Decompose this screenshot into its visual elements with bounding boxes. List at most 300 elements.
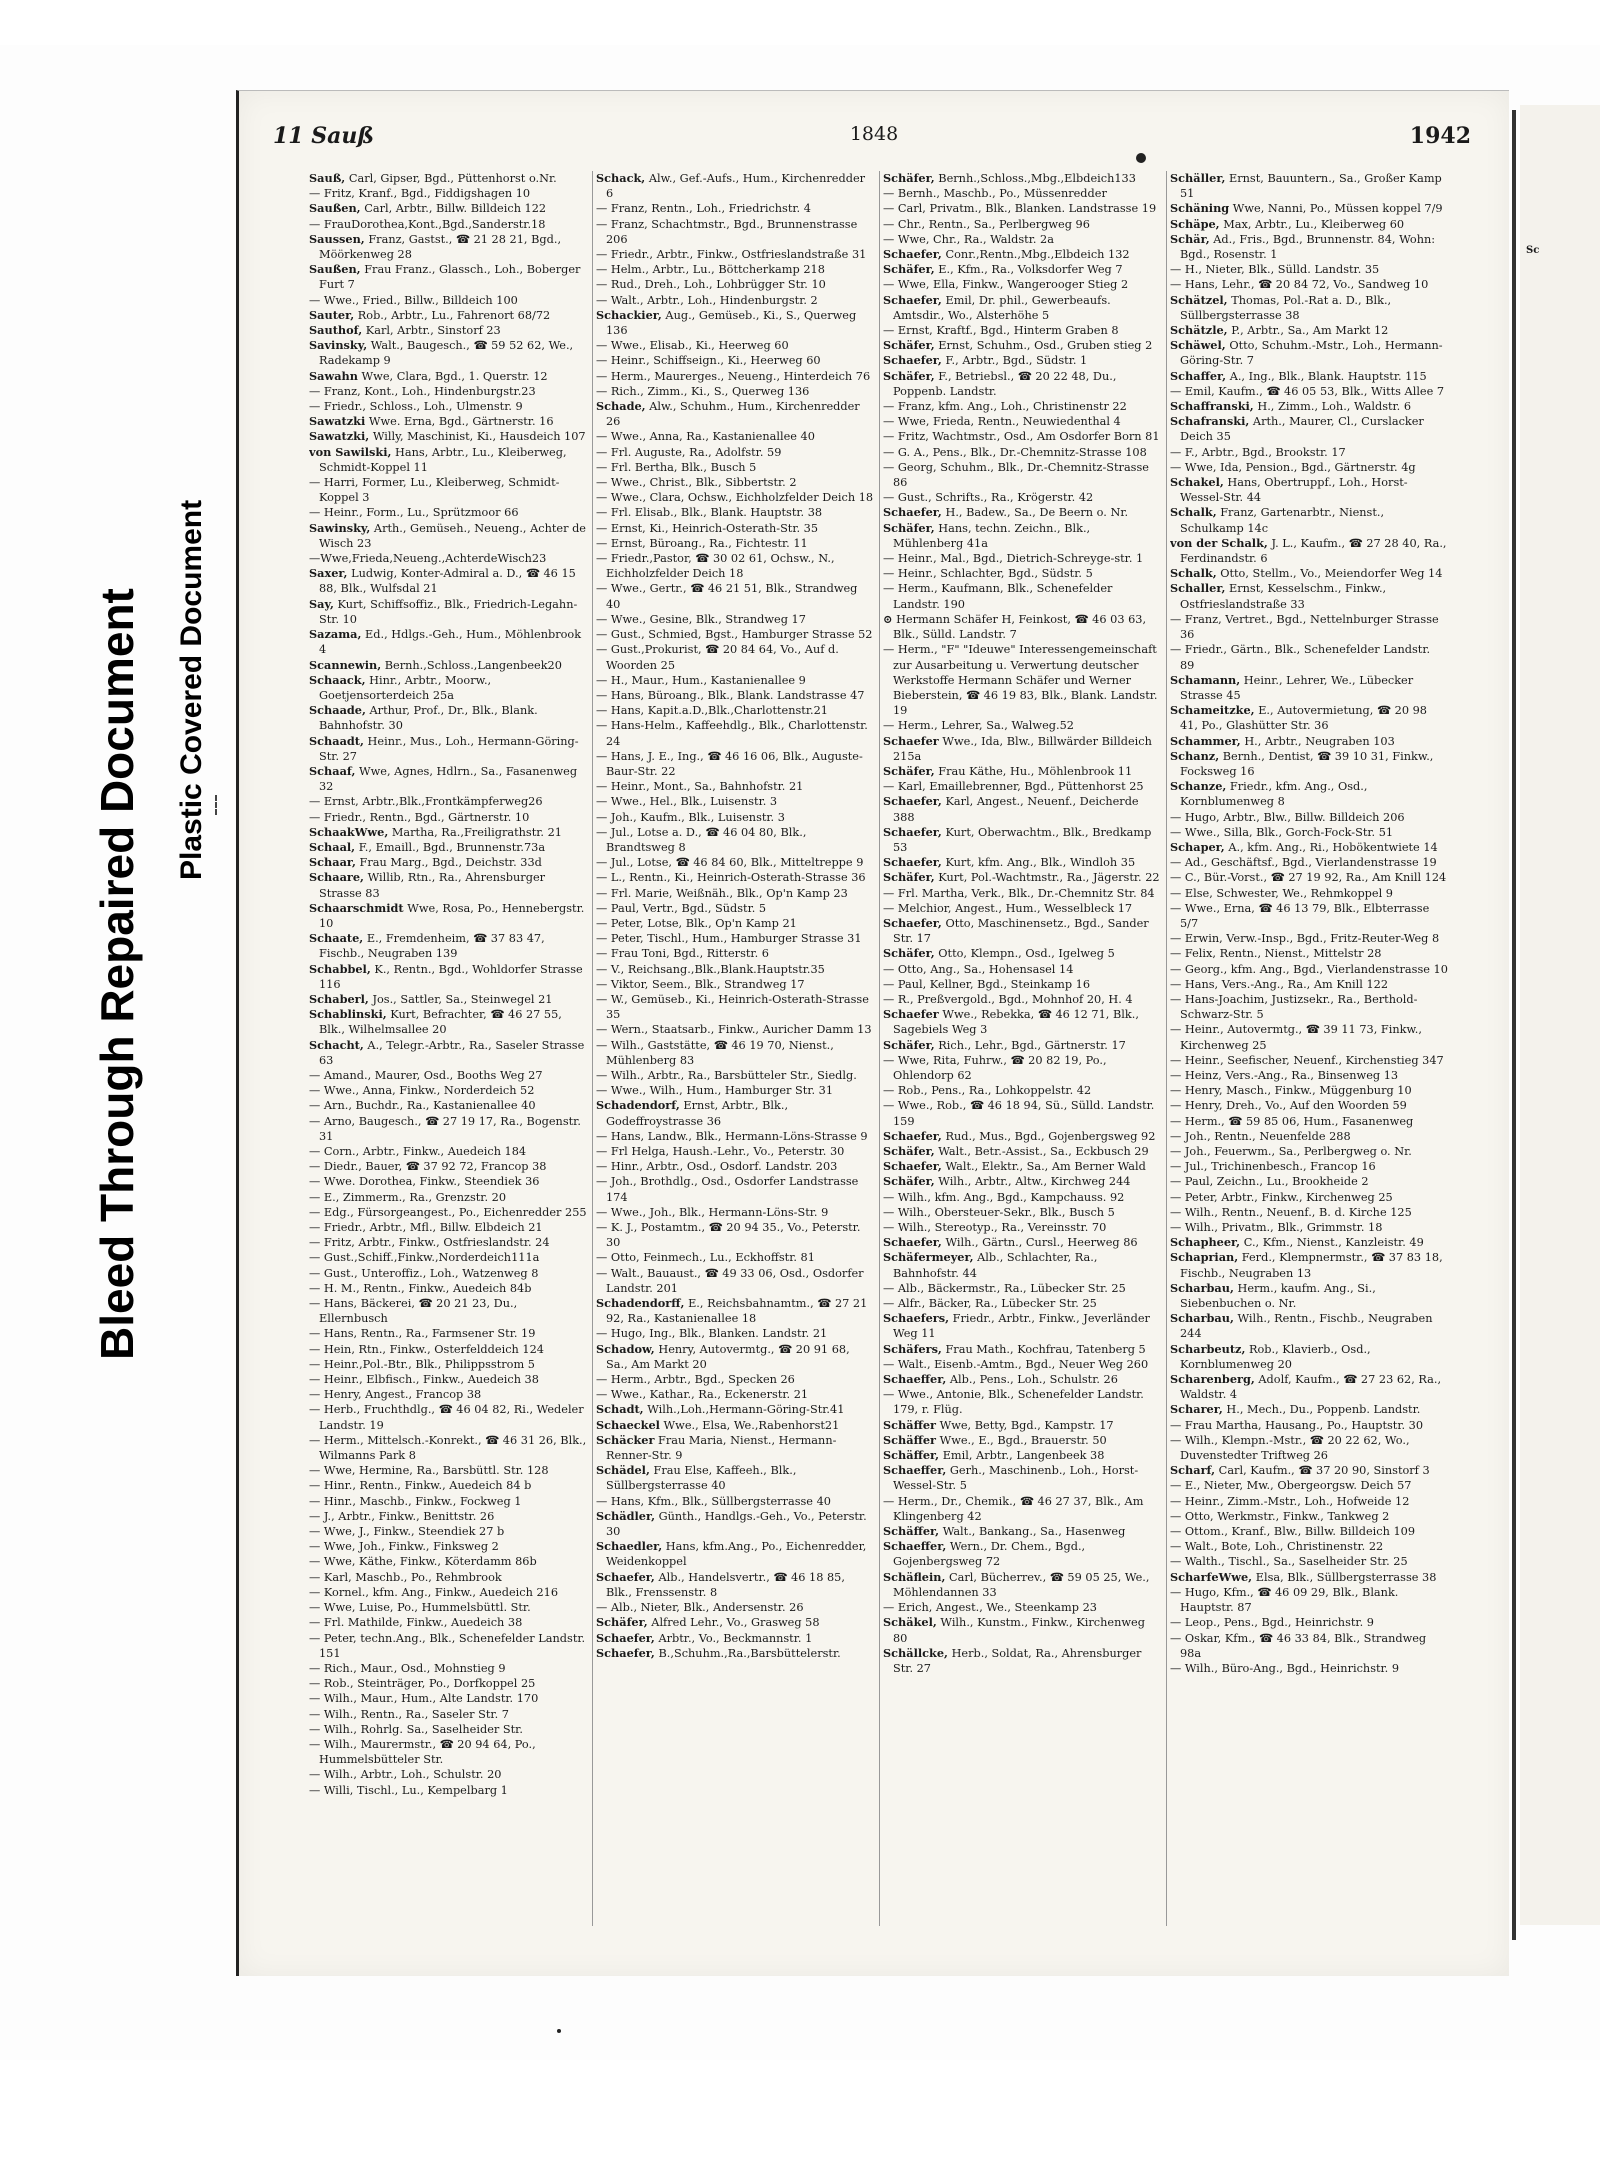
- entry-surname: Schaper,: [1170, 839, 1225, 854]
- entry-details: — Wilh., Gaststätte, ☎ 46 19 70, Nienst., Mühlenberg 83: [596, 1038, 834, 1067]
- entry-surname: Sawahn: [309, 368, 358, 383]
- entry-details: H., Zimm., Loh., Waldstr. 6: [1257, 400, 1412, 414]
- directory-entry: [1170, 642, 1448, 672]
- directory-entry: [596, 505, 874, 520]
- directory-entry: [883, 232, 1161, 247]
- directory-entry: [309, 1524, 587, 1539]
- entry-details: — Felix, Rentn., Nienst., Mittelstr 28: [1170, 947, 1382, 961]
- entry-surname: Schade,: [596, 399, 646, 414]
- entry-details: Hans, Arbtr., Lu., Kleiberweg, Schmidt-Koppel 11: [319, 445, 567, 474]
- directory-entry: [309, 1570, 587, 1585]
- entry-details: — Heinr., Schlachter, Bgd., Südstr. 5: [883, 567, 1093, 581]
- entry-surname: von der Schalk,: [1170, 535, 1268, 550]
- directory-entry: [596, 521, 874, 536]
- entry-details: — Wwe., Gesine, Blk., Strandweg 17: [596, 612, 806, 626]
- entry-details: — Arn., Buchdr., Ra., Kastanienallee 40: [309, 1099, 536, 1113]
- entry-details: — Jul., Lotse a. D., ☎ 46 04 80, Blk., Brandtsweg 8: [596, 825, 807, 854]
- directory-entry: [309, 1600, 587, 1615]
- entry-surname: Schäfer,: [883, 1037, 935, 1052]
- entry-surname: Schadt,: [596, 1402, 644, 1417]
- entry-surname: Schäfer,: [883, 520, 935, 535]
- directory-entry: [1170, 1570, 1448, 1585]
- entry-details: — Wwe, Luise, Po., Hummelsbüttl. Str.: [309, 1601, 531, 1615]
- entry-details: — Hans, Bäckerei, ☎ 20 21 23, Du., Ellernbusch: [309, 1297, 518, 1326]
- entry-surname: Schalk,: [1170, 566, 1217, 581]
- entry-details: Friedr., kfm. Ang., Osd., Kornblumenweg 8: [1180, 780, 1368, 809]
- directory-entry: [596, 1342, 874, 1372]
- entry-details: Otto, Klempn., Osd., Igelweg 5: [938, 947, 1115, 961]
- entry-details: Otto, Stellm., Vo., Meiendorfer Weg 14: [1220, 567, 1443, 581]
- entry-surname: von Sawilski,: [309, 444, 392, 459]
- directory-entry: [1170, 1433, 1448, 1463]
- directory-entry: [596, 1022, 874, 1037]
- entry-details: Emil, Arbtr., Langenbeek 38: [942, 1449, 1105, 1463]
- entry-surname: Schädel,: [596, 1463, 650, 1478]
- entry-surname: Scannewin,: [309, 657, 382, 672]
- directory-entry: [1170, 505, 1448, 535]
- entry-details: Arth., Maurer, Cl., Curslacker Deich 35: [1180, 415, 1424, 444]
- directory-entry: [309, 734, 587, 764]
- directory-entry: [596, 673, 874, 688]
- entry-surname: Schaefer,: [883, 1235, 942, 1250]
- directory-entry: [309, 825, 587, 840]
- directory-entry: [883, 1615, 1161, 1645]
- entry-details: F., Arbtr., Bgd., Südstr. 1: [945, 354, 1088, 368]
- directory-entry: [1170, 399, 1448, 414]
- directory-entry: [1170, 1250, 1448, 1280]
- entry-surname: Schäffer: [883, 1417, 936, 1432]
- entry-details: — Arno, Baugesch., ☎ 27 19 17, Ra., Bogenstr. 31: [309, 1114, 581, 1143]
- entry-details: Ludwig, Konter-Admiral a. D., ☎ 46 15 88, Blk., Wulfsdal 21: [319, 567, 576, 596]
- entry-details: Emil, Dr. phil., Gewerbeaufs. Amtsdir., Wo., Alsterhöhe 5: [893, 293, 1111, 322]
- directory-entry: [883, 353, 1161, 368]
- directory-entry: [1170, 810, 1448, 825]
- directory-entry: [1170, 612, 1448, 642]
- directory-entry: [883, 247, 1161, 262]
- directory-entry: [309, 1433, 587, 1463]
- entry-details: — E., Zimmerm., Ra., Grenzstr. 20: [309, 1190, 507, 1204]
- directory-column-3: [883, 171, 1161, 1926]
- directory-entry: [309, 840, 587, 855]
- directory-entry: [596, 962, 874, 977]
- directory-entry: [883, 1433, 1161, 1448]
- entry-surname: Schaefer,: [883, 505, 942, 520]
- directory-entry: [1170, 369, 1448, 384]
- entry-details: — Wilh., Stereotyp., Ra., Vereinsstr. 70: [883, 1221, 1107, 1235]
- entry-details: Ernst, Kesselschm., Finkw., Ostfrieslandstraße 33: [1180, 582, 1387, 611]
- entry-details: — Hans, Lehr., ☎ 20 84 72, Vo., Sandweg 10: [1170, 278, 1429, 292]
- directory-entry: [596, 171, 874, 201]
- directory-entry: [1170, 1129, 1448, 1144]
- directory-entry: [596, 1159, 874, 1174]
- directory-entry: [309, 1068, 587, 1083]
- directory-entry: [309, 232, 587, 262]
- page-gutter: [1512, 110, 1516, 1940]
- entry-details: — R., Preßvergold., Bgd., Mohnhof 20, H. 4: [883, 992, 1133, 1006]
- directory-entry: [883, 490, 1161, 505]
- entry-details: — Gust.,Schiff.,Finkw.,Norderdeich111a: [309, 1251, 540, 1265]
- entry-details: Willy, Maschinist, Ki., Hausdeich 107: [372, 430, 586, 444]
- entry-details: C., Kfm., Nienst., Kanzleistr. 49: [1243, 1236, 1424, 1250]
- entry-surname: Scharer,: [1170, 1402, 1223, 1417]
- entry-details: — Frl Helga, Haush.-Lehr., Vo., Peterstr. 30: [596, 1145, 845, 1158]
- directory-entry: [883, 886, 1161, 901]
- entry-surname: Schaefer,: [883, 915, 942, 930]
- directory-entry: [596, 1646, 874, 1661]
- entry-details: E., Kfm., Ra., Volksdorfer Weg 7: [938, 263, 1123, 277]
- entry-details: — Erwin, Verw.-Insp., Bgd., Fritz-Reuter-Weg 8: [1170, 932, 1440, 946]
- directory-entry: [883, 399, 1161, 414]
- directory-entry: [1170, 1205, 1448, 1220]
- entry-details: — Paul, Zeichn., Lu., Brookheide 2: [1170, 1175, 1369, 1189]
- entry-details: Rob., Arbtr., Lu., Fahrenort 68/72: [357, 308, 551, 322]
- directory-entry: [309, 1281, 587, 1296]
- entry-details: Alfred Lehr., Vo., Grasweg 58: [651, 1616, 820, 1630]
- entry-details: E., Fremdenheim, ☎ 37 83 47, Fischb., Neugraben 139: [319, 932, 545, 961]
- entry-details: — Hinr., Rentn., Finkw., Auedeich 84 b: [309, 1479, 532, 1493]
- directory-entry: [1170, 1144, 1448, 1159]
- directory-entry: [883, 338, 1161, 353]
- entry-details: — Alb., Bäckermstr., Ra., Lübecker Str. 25: [883, 1281, 1126, 1295]
- entry-details: Wwe., E., Bgd., Brauerstr. 50: [939, 1433, 1107, 1447]
- entry-details: — Wwe., Silla, Blk., Gorch-Fock-Str. 51: [1170, 825, 1394, 839]
- entry-details: Bernh.,Schloss.,Langenbeek20: [384, 658, 562, 672]
- directory-entry: [1170, 323, 1448, 338]
- directory-entry: [1170, 1159, 1448, 1174]
- directory-entry: [596, 870, 874, 885]
- entry-details: — Wwe, Hermine, Ra., Barsbüttl. Str. 128: [309, 1464, 549, 1478]
- entry-surname: Scharbau,: [1170, 1311, 1234, 1326]
- directory-entry: [1170, 1022, 1448, 1052]
- directory-entry: [596, 1038, 874, 1068]
- directory-entry: [1170, 1418, 1448, 1433]
- entry-details: Frau Maria, Nienst., Hermann-Renner-Str. 9: [606, 1433, 837, 1463]
- entry-details: — Helm., Arbtr., Lu., Böttcherkamp 218: [596, 263, 825, 277]
- directory-entry: [309, 992, 587, 1007]
- directory-entry: [883, 992, 1161, 1007]
- directory-entry: [596, 445, 874, 460]
- directory-entry: [883, 1311, 1161, 1341]
- directory-entry: [596, 369, 874, 384]
- entry-surname: Schätzle,: [1170, 323, 1228, 338]
- entry-details: — Hugo, Ing., Blk., Blanken. Landstr. 21: [596, 1327, 828, 1341]
- entry-surname: Schaal,: [309, 839, 356, 854]
- entry-surname: Schäfers,: [883, 1341, 942, 1356]
- entry-details: — Frau Martha, Hausang., Po., Hauptstr. 30: [1170, 1418, 1424, 1432]
- directory-entry: [309, 901, 587, 931]
- entry-details: Rob., Klavierb., Osd., Kornblumenweg 20: [1180, 1342, 1371, 1371]
- entry-details: — Wilh., Rentn., Neuenf., B. d. Kirche 125: [1170, 1205, 1412, 1219]
- directory-entry: [1170, 1098, 1448, 1113]
- entry-surname: Schaar,: [309, 855, 356, 870]
- entry-surname: Schäfer,: [596, 1615, 648, 1630]
- entry-details: Kurt, kfm. Ang., Blk., Windloh 35: [945, 856, 1136, 870]
- entry-details: — Franz, Rentn., Loh., Friedrichstr. 4: [596, 202, 811, 216]
- entry-details: — Heinr., Form., Lu., Sprützmoor 66: [309, 506, 519, 520]
- directory-entry: [1170, 1372, 1448, 1402]
- entry-details: — Peter, Tischl., Hum., Hamburger Strasse 31: [596, 932, 862, 946]
- entry-details: — Otto, Feinmech., Lu., Eckhoffstr. 81: [596, 1251, 815, 1265]
- directory-entry: [596, 1296, 874, 1326]
- directory-entry: [883, 1570, 1161, 1600]
- entry-surname: Schaefer,: [883, 353, 942, 368]
- directory-entry: [596, 551, 874, 581]
- directory-entry: [1170, 1068, 1448, 1083]
- directory-entry: [1170, 703, 1448, 733]
- entry-details: Herb., Soldat, Ra., Ahrensburger Str. 27: [893, 1646, 1142, 1675]
- entry-surname: Schaefer: [883, 1007, 939, 1022]
- entry-details: — Wilh., Maur., Hum., Alte Landstr. 170: [309, 1692, 539, 1706]
- entry-surname: Schapheer,: [1170, 1235, 1241, 1250]
- entry-details: — Georg., kfm. Ang., Bgd., Vierlandenstrasse 10: [1170, 962, 1448, 976]
- directory-entry: [309, 566, 587, 596]
- entry-details: Ernst, Bauuntern., Sa., Großer Kamp 51: [1180, 172, 1442, 201]
- directory-entry: [309, 1722, 587, 1737]
- entry-details: — Gust., Schrifts., Ra., Krögerstr. 42: [883, 491, 1094, 505]
- directory-entry: [309, 1783, 587, 1798]
- directory-entry: [1170, 1463, 1448, 1478]
- directory-entry: [1170, 1661, 1448, 1676]
- entry-details: Wwe, Clara, Bgd., 1. Querstr. 12: [361, 369, 548, 383]
- directory-entry: [883, 521, 1161, 551]
- entry-details: Arthur, Prof., Dr., Blk., Blank. Bahnhofstr. 30: [319, 704, 538, 733]
- entry-surname: Schäfer,: [883, 946, 935, 961]
- entry-details: — Rob., Steinträger, Po., Dorfkoppel 25: [309, 1677, 536, 1691]
- directory-entry: [596, 855, 874, 870]
- entry-details: — C., Bür.-Vorst., ☎ 27 19 92, Ra., Am Knill 124: [1170, 871, 1447, 885]
- entry-details: Wwe, Betty, Bgd., Kampstr. 17: [939, 1418, 1114, 1432]
- entry-details: Alw., Schuhm., Hum., Kirchenredder 26: [606, 400, 860, 429]
- directory-page: [236, 90, 1509, 1976]
- directory-entry: [309, 323, 587, 338]
- entry-details: E., Autovermietung, ☎ 20 98 41, Po., Glashütter Str. 36: [1180, 704, 1427, 733]
- entry-details: Alb., Handelsvertr., ☎ 46 18 85, Blk., Frenssenstr. 8: [606, 1570, 845, 1599]
- entry-details: — Karl, Maschb., Po., Rehmbrook: [309, 1570, 502, 1584]
- directory-entry: [883, 946, 1161, 961]
- entry-details: — Hans, Vers.-Ang., Ra., Am Knill 122: [1170, 977, 1389, 991]
- entry-details: — Wwe., Fried., Billw., Billdeich 100: [309, 293, 518, 307]
- entry-surname: Saussen,: [309, 231, 365, 246]
- directory-entry: [596, 1083, 874, 1098]
- entry-details: Frau Math., Kochfrau, Tatenberg 5: [945, 1342, 1146, 1356]
- entry-details: — Friedr., Schloss., Loh., Ulmenstr. 9: [309, 400, 523, 414]
- directory-entry: [309, 308, 587, 323]
- entry-details: Ernst, Schuhm., Osd., Gruben stieg 2: [938, 339, 1153, 353]
- entry-details: — Heinr., Seefischer, Neuenf., Kirchenstieg 347: [1170, 1053, 1444, 1067]
- entry-details: H., Arbtr., Neugraben 103: [1244, 734, 1395, 748]
- entry-details: Ernst, Arbtr., Blk., Godeffroystrasse 36: [606, 1099, 789, 1128]
- directory-entry: [309, 1478, 587, 1493]
- directory-entry: [596, 886, 874, 901]
- directory-entry: [596, 262, 874, 277]
- entry-surname: Schammer,: [1170, 733, 1241, 748]
- directory-column-1: [309, 171, 587, 1926]
- directory-entry: [883, 1646, 1161, 1676]
- entry-details: — Herm., Dr., Chemik., ☎ 46 27 37, Blk., Am Klingenberg 42: [883, 1494, 1144, 1523]
- directory-entry: [1170, 1524, 1448, 1539]
- entry-surname: Schakel,: [1170, 475, 1224, 490]
- entry-details: —Wwe,Frieda,Neueng.,AchterdeWisch23: [309, 552, 547, 566]
- directory-entry: [309, 1098, 587, 1113]
- directory-entry: [309, 1463, 587, 1478]
- entry-details: — Fritz, Arbtr., Finkw., Ostfrieslandstr. 24: [309, 1236, 550, 1250]
- entry-details: Wilh., Gärtn., Cursl., Heerweg 86: [945, 1236, 1138, 1250]
- entry-details: — Herm., Kaufmann, Blk., Schenefelder Landstr. 190: [883, 582, 1113, 611]
- entry-details: — Hans, Rentn., Ra., Farmsener Str. 19: [309, 1327, 536, 1341]
- directory-entry: [309, 597, 587, 627]
- directory-entry: [596, 475, 874, 490]
- entry-details: A., kfm. Ang., Ri., Hobökentwiete 14: [1228, 840, 1438, 854]
- directory-entry: [1170, 870, 1448, 885]
- directory-entry: [883, 1418, 1161, 1433]
- directory-entry: [309, 186, 587, 201]
- directory-entry: [596, 627, 874, 642]
- entry-details: Martha, Ra.,Freiligrathstr. 21: [391, 825, 562, 839]
- entry-details: — Amand., Maurer, Osd., Booths Weg 27: [309, 1068, 543, 1082]
- entry-details: — Wern., Staatsarb., Finkw., Auricher Damm 13: [596, 1023, 872, 1037]
- directory-entry: [309, 1159, 587, 1174]
- entry-details: — Jul., Trichinenbesch., Francop 16: [1170, 1160, 1376, 1174]
- directory-entry: [309, 703, 587, 733]
- entry-details: Walt., Bankang., Sa., Hasenweg: [942, 1525, 1126, 1539]
- entry-details: — Wwe, Käthe, Finkw., Köterdamm 86b: [309, 1555, 537, 1569]
- entry-details: — Walt., Arbtr., Loh., Hindenburgstr. 2: [596, 293, 818, 307]
- entry-details: — Erich, Angest., We., Steenkamp 23: [883, 1601, 1097, 1615]
- directory-entry: [596, 1205, 874, 1220]
- entry-surname: Saxer,: [309, 566, 348, 581]
- entry-details: — Karl, Emaillebrenner, Bgd., Püttenhorst 25: [883, 780, 1144, 794]
- entry-details: Walt., Betr.-Assist., Sa., Eckbusch 29: [938, 1145, 1149, 1158]
- directory-entry: [309, 399, 587, 414]
- entry-surname: Schäfer,: [883, 763, 935, 778]
- entry-surname: Schaefer,: [883, 247, 942, 262]
- directory-entry: [596, 916, 874, 931]
- entry-surname: Schaate,: [309, 931, 364, 946]
- directory-entry: [309, 810, 587, 825]
- entry-details: — Herm., Lehrer, Sa., Walweg.52: [883, 719, 1074, 733]
- entry-surname: Sawatzki,: [309, 429, 370, 444]
- entry-surname: Schanz,: [1170, 748, 1220, 763]
- entry-surname: Schaarschmidt: [309, 900, 404, 915]
- entry-details: — Emil, Kaufm., ☎ 46 05 53, Blk., Witts Allee 7: [1170, 384, 1445, 398]
- directory-entry: [596, 1631, 874, 1646]
- entry-surname: ScharfeWwe,: [1170, 1569, 1253, 1584]
- directory-entry: [883, 1600, 1161, 1615]
- directory-entry: [309, 1114, 587, 1144]
- entry-details: — V., Reichsang.,Blk.,Blank.Hauptstr.35: [596, 962, 825, 976]
- directory-entry: [883, 612, 1161, 642]
- directory-entry: [309, 1676, 587, 1691]
- entry-details: Hermann Schäfer H, Feinkost, ☎ 46 03 63, Blk., Sülld. Landstr. 7: [893, 612, 1147, 642]
- directory-entry: [596, 1387, 874, 1402]
- entry-details: — Wwe., Kathar., Ra., Eckenerstr. 21: [596, 1388, 809, 1402]
- entry-details: Ad., Fris., Bgd., Brunnenstr. 84, Wohn: Bgd., Rosenstr. 1: [1180, 232, 1436, 262]
- directory-entry: [883, 1053, 1161, 1083]
- entry-details: F., Betriebsl., ☎ 20 22 48, Du., Poppenb. Landstr.: [893, 369, 1117, 398]
- entry-details: Thomas, Pol.-Rat a. D., Blk., Süllbergsterrasse 38: [1180, 293, 1392, 322]
- entry-surname: Schaare,: [309, 870, 364, 885]
- entry-details: — Wwe, Ella, Finkw., Wangerooger Stieg 2: [883, 278, 1129, 292]
- entry-details: — Friedr.,Pastor, ☎ 30 02 61, Ochsw., N., Eichholzfelder Deich 18: [596, 552, 835, 581]
- directory-entry: [883, 1083, 1161, 1098]
- directory-entry: [596, 612, 874, 627]
- directory-entry: [1170, 977, 1448, 992]
- entry-surname: Schaefers,: [883, 1311, 950, 1326]
- directory-entry: [1170, 1539, 1448, 1554]
- entry-surname: Sauß,: [309, 171, 346, 185]
- entry-details: — Jul., Lotse, ☎ 46 84 60, Blk., Mitteltreppe 9: [596, 856, 864, 870]
- entry-surname: Schällcke,: [883, 1645, 948, 1660]
- entry-details: — Ottom., Kranf., Blw., Billw. Billdeich 109: [1170, 1525, 1416, 1539]
- entry-details: — G. A., Pens., Blk., Dr.-Chemnitz-Strasse 108: [883, 445, 1147, 459]
- entry-details: Max, Arbtr., Lu., Kleiberweg 60: [1223, 217, 1405, 231]
- entry-details: — Wwe., Erna, ☎ 46 13 79, Blk., Elbterrasse 5/7: [1170, 901, 1430, 930]
- entry-details: — Rob., Pens., Ra., Lohkoppelstr. 42: [883, 1084, 1092, 1098]
- entry-surname: Schäcker: [596, 1432, 655, 1447]
- archive-condition-labels: [90, 400, 250, 1360]
- plastic-covered-label: Plastic Covered Document: [175, 499, 208, 880]
- entry-details: Kurt, Befrachter, ☎ 46 27 55, Blk., Wilhelmsallee 20: [319, 1008, 562, 1037]
- entry-details: Wilh., Arbtr., Altw., Kirchweg 244: [938, 1175, 1131, 1189]
- bleed-through-label: Bleed Through Repaired Document: [91, 588, 143, 1360]
- entry-details: — Heinr., Zimm.-Mstr., Loh., Hofweide 12: [1170, 1494, 1410, 1508]
- entry-details: Friedr., Arbtr., Finkw., Jeverländer Weg 11: [893, 1312, 1150, 1341]
- directory-columns: [309, 171, 1451, 1926]
- entry-surname: Schäwel,: [1170, 338, 1226, 353]
- entry-surname: Schaefer,: [883, 292, 942, 307]
- directory-entry: [596, 1433, 874, 1463]
- entry-surname: Schaffer,: [1170, 368, 1227, 383]
- entry-surname: Scharbeutz,: [1170, 1341, 1246, 1356]
- entry-details: — Hans, Büroang., Blk., Blank. Landstrasse 47: [596, 688, 865, 702]
- directory-entry: [1170, 1311, 1448, 1341]
- entry-details: — Rud., Dreh., Loh., Lohbrügger Str. 10: [596, 278, 826, 292]
- entry-details: — Rich., Zimm., Ki., S., Querweg 136: [596, 384, 810, 398]
- entry-details: — Wwe., Gertr., ☎ 46 21 51, Blk., Strandweg 40: [596, 582, 858, 611]
- entry-details: — Heinr., Autovermtg., ☎ 39 11 73, Finkw., Kirchenweg 25: [1170, 1023, 1422, 1052]
- entry-surname: Schaade,: [309, 703, 366, 718]
- directory-entry: [883, 1463, 1161, 1493]
- entry-details: — Frl. Auguste, Ra., Adolfstr. 59: [596, 445, 782, 459]
- entry-details: — Wwe, Chr., Ra., Waldstr. 2a: [883, 232, 1054, 246]
- directory-entry: [596, 749, 874, 779]
- entry-details: Adolf, Kaufm., ☎ 27 23 62, Ra., Waldstr. 4: [1180, 1373, 1442, 1402]
- directory-entry: [1170, 992, 1448, 1022]
- directory-entry: [883, 1281, 1161, 1296]
- entry-details: — Chr., Rentn., Sa., Perlbergweg 96: [883, 217, 1090, 231]
- directory-entry: [1170, 1402, 1448, 1417]
- entry-details: — FrauDorothea,Kont.,Bgd.,Sanderstr.18: [309, 217, 546, 231]
- directory-entry: [309, 673, 587, 703]
- directory-entry: [1170, 825, 1448, 840]
- directory-entry: [309, 293, 587, 308]
- entry-details: — Corn., Arbtr., Finkw., Auedeich 184: [309, 1145, 527, 1158]
- directory-entry: [883, 277, 1161, 292]
- directory-entry: [596, 992, 874, 1022]
- directory-entry: [883, 1144, 1161, 1159]
- entry-details: Carl, Kaufm., ☎ 37 20 90, Sinstorf 3: [1218, 1464, 1430, 1478]
- directory-entry: [596, 1266, 874, 1296]
- directory-entry: [883, 262, 1161, 277]
- directory-entry: [883, 764, 1161, 779]
- directory-entry: [596, 1615, 874, 1630]
- directory-entry: [596, 277, 874, 292]
- directory-entry: [1170, 475, 1448, 505]
- directory-entry: [883, 201, 1161, 216]
- entry-details: Hinr., Arbtr., Moorw., Goetjensorterdeich 25a: [319, 673, 492, 702]
- directory-entry: [309, 1707, 587, 1722]
- entry-details: — Frl. Bertha, Blk., Busch 5: [596, 460, 757, 474]
